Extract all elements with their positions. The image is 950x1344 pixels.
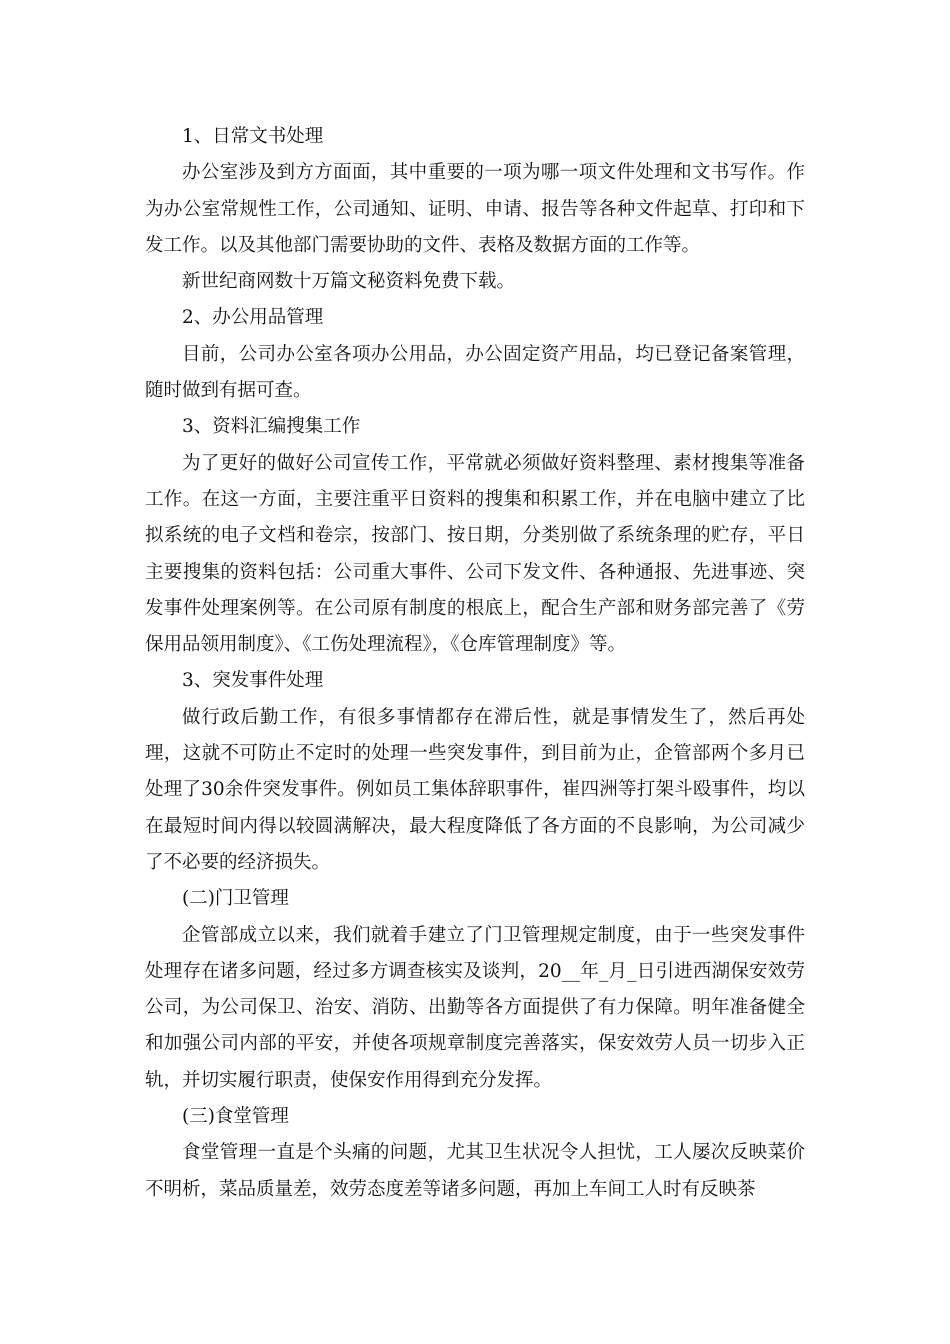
paragraph-data-collection: 为了更好的做好公司宣传工作，平常就必须做好资料整理、素材搜集等准备工作。在这一方面，主要注重平日资料的搜集和积累工作，并在电脑中建立了比拟系统的电子文档和卷宗，按部门、按日期，分类别做了系统条理的贮存，平日主要搜集的资料包括：公司重大事件、公司下发文件、各种通报、先进事迹、突发事件处理案例等。在公司原有制度的根底上，配合生产部和财务部完善了《劳保用品领用制度》、《工伤处理流程》，《仓库管理制度》等。	[145, 452, 805, 656]
document-body	[145, 119, 805, 1208]
paragraph-gate-management: 企管部成立以来，我们就着手建立了门卫管理规定制度，由于一些突发事件处理存在诸多问题，经过多方调查核实及谈判，20__年_月_日引进西湖保安效劳公司，为公司保卫、治安、消防、出勤等各方面提供了有力保障。明年准备健全和加强公司内部的平安，并使各项规章制度完善落实，保安效劳人员一切步入正轨，并切实履行职责，使保安作用得到充分发挥。	[145, 924, 805, 1091]
paragraph-paperwork: 办公室涉及到方方面面，其中重要的一项为哪一项文件处理和文书写作。作为办公室常规性工作，公司通知、证明、申请、报告等各种文件起草、打印和下发工作。以及其他部门需要协助的文件、表格及数据方面的工作等。	[145, 162, 805, 256]
heading-emergency-handling: 3、突发事件处理	[182, 670, 324, 692]
heading-canteen-management: (三)食堂管理	[182, 1106, 289, 1128]
heading-data-collection: 3、资料汇编搜集工作	[182, 416, 361, 438]
paragraph-download-note: 新世纪商网数十万篇文秘资料免费下载。	[182, 271, 516, 293]
heading-office-supplies: 2、办公用品管理	[182, 307, 324, 329]
heading-gate-management: (二)门卫管理	[182, 888, 289, 910]
paragraph-canteen-management: 食堂管理一直是个头痛的问题，尤其卫生状况令人担忧，工人屡次反映菜价不明析，菜品质量差，效劳态度差等诸多问题，再加上车间工人时有反映茶	[145, 1142, 805, 1200]
paragraph-office-supplies: 目前，公司办公室各项办公用品，办公固定资产用品，均已登记备案管理，随时做到有据可查。	[145, 343, 805, 402]
paragraph-emergency-handling: 做行政后勤工作，有很多事情都存在滞后性，就是事情发生了，然后再处理，这就不可防止不定时的处理一些突发事件，到目前为止，企管部两个多月已处理了30余件突发事件。例如员工集体辞职事件，崔四洲等打架斗殴事件，均以在最短时间内得以较圆满解决，最大程度降低了各方面的不良影响，为公司减少了不必要的经济损失。	[145, 706, 805, 873]
heading-daily-paperwork: 1、日常文书处理	[182, 126, 324, 147]
